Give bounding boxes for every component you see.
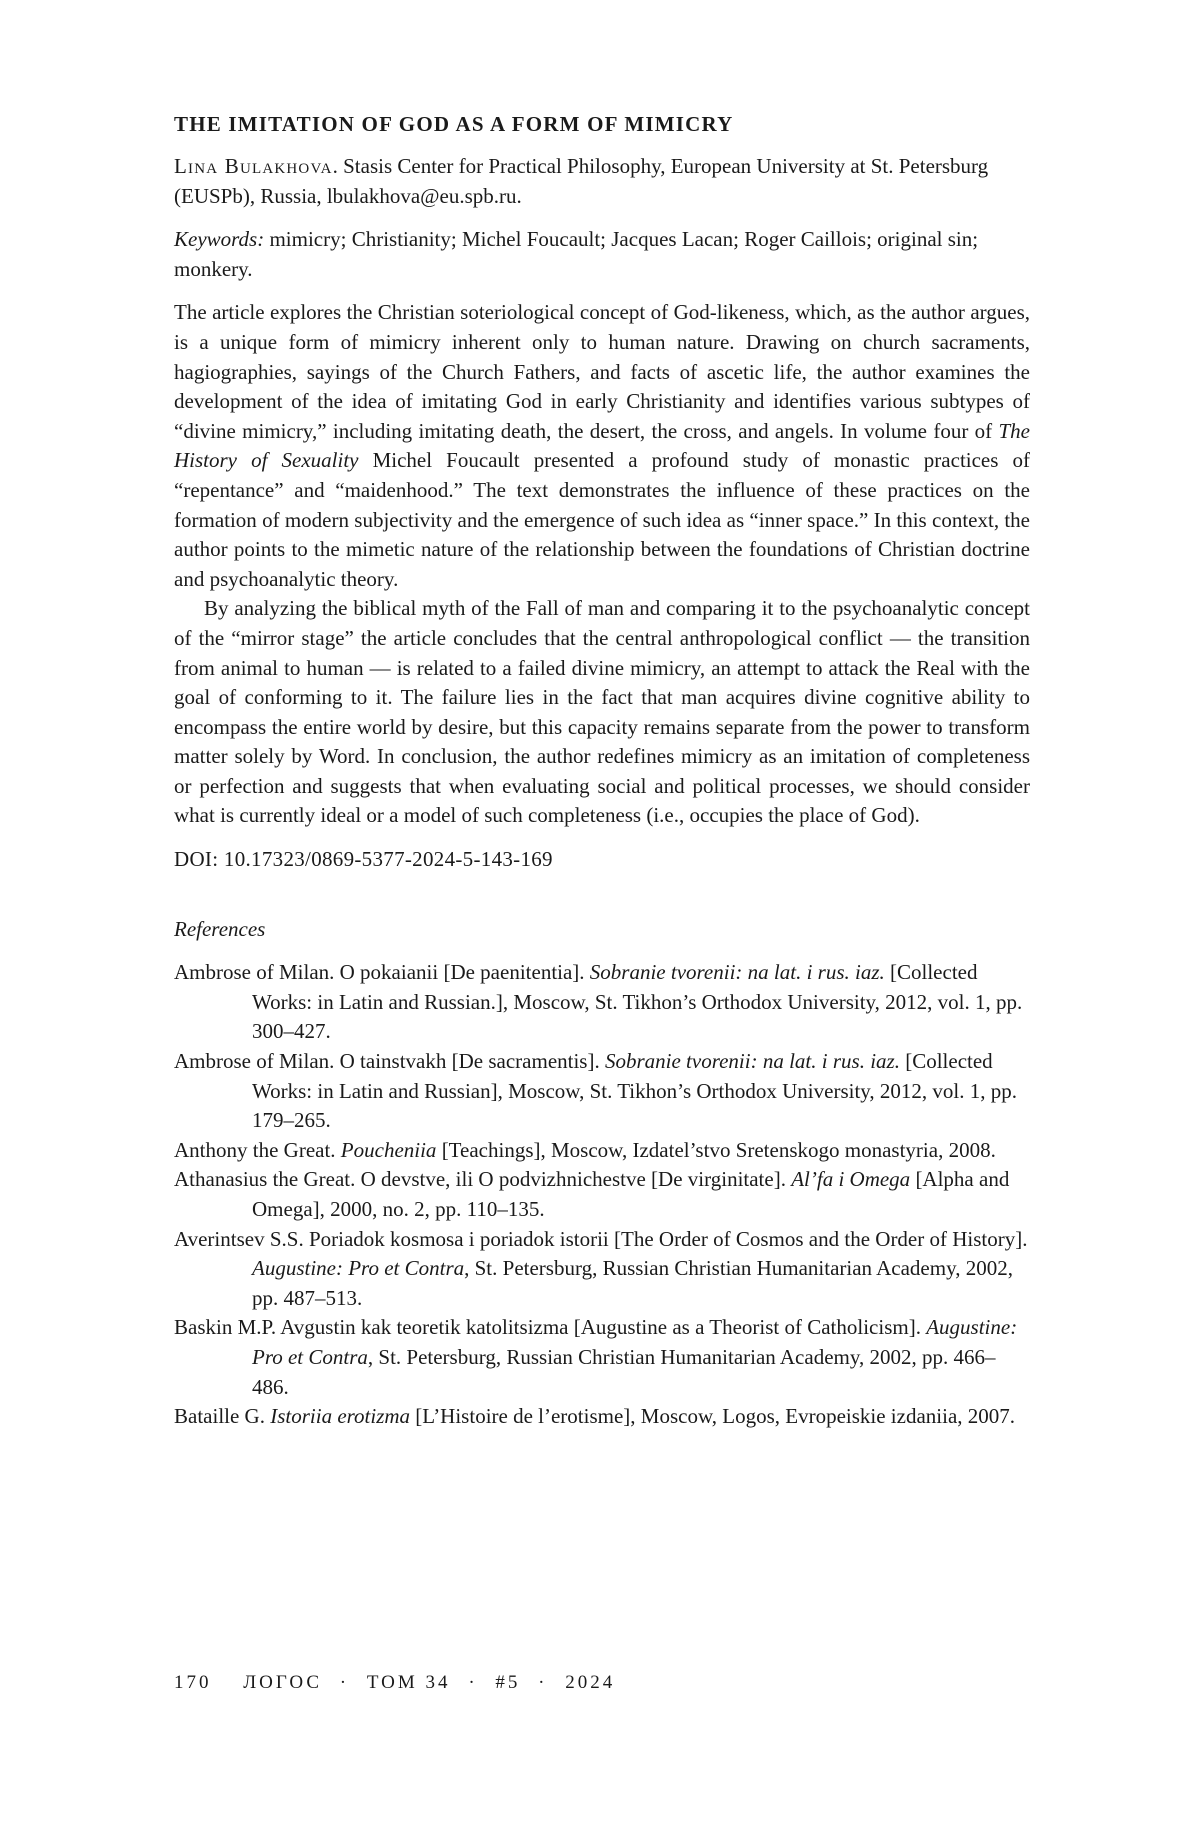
page-number: 170 (174, 1672, 212, 1693)
reference-text: Athanasius the Great. O devstve, ili O podvizhnichestve [De virginitate]. (174, 1167, 792, 1192)
reference-details: , St. Petersburg, Russian Christian Humanitarian Academy, 2002, pp. 487–513. (252, 1256, 1013, 1310)
journal-name: ЛОГОС (243, 1672, 322, 1693)
reference-item (174, 1047, 1030, 1136)
abstract-p1-italic: The History of Sexuality (174, 418, 1030, 473)
references-list (174, 958, 1030, 1432)
author-name: Lina Bulakhova (174, 154, 333, 178)
reference-item (174, 1402, 1030, 1432)
page-footer (174, 1672, 615, 1694)
reference-italic-title: Augustine: Pro et Contra (252, 1315, 1018, 1369)
reference-item (174, 1313, 1030, 1402)
journal-issue: #5 (495, 1672, 521, 1693)
reference-text: Ambrose of Milan. O tainstvakh [De sacramentis]. (174, 1049, 605, 1074)
reference-details: [Alpha and Omega], 2000, no. 2, pp. 110–135. (252, 1167, 1010, 1221)
keywords-text: mimicry; Christianity; Michel Foucault; Jacques Lacan; Roger Caillois; original sin; monkery. (174, 227, 979, 281)
reference-text: Ambrose of Milan. O pokaianii [De paenitentia]. (174, 960, 590, 985)
reference-italic-title: Al’fa i Omega (791, 1167, 911, 1192)
article-title: THE IMITATION OF GOD AS A FORM OF MIMICRY (174, 112, 734, 136)
footer-separator: · (468, 1672, 478, 1693)
keywords-label: Keywords: (174, 227, 265, 252)
abstract (174, 298, 1030, 831)
reference-text: Bataille G. (174, 1404, 271, 1429)
reference-item (174, 1225, 1030, 1314)
keywords (174, 225, 1030, 284)
reference-details: [Teachings], Moscow, Izdatel’stvo Sretenskogo monastyria, 2008. (436, 1137, 996, 1162)
footer-separator: · (339, 1672, 350, 1693)
journal-volume: ТОМ 34 (366, 1672, 451, 1693)
reference-details: [L’Histoire de l’erotisme], Moscow, Logos, Evropeiskie izdaniia, 2007. (410, 1404, 1016, 1429)
reference-details: [Collected Works: in Latin and Russian.], Moscow, St. Tikhon’s Orthodox University, 2012, vol. 1, pp. 300–427. (252, 960, 1023, 1044)
reference-text: Baskin M.P. Avgustin kak teoretik katolitsizma [Augustine as a Theorist of Catholicism]. (174, 1315, 927, 1340)
article-page (174, 110, 1030, 1432)
reference-italic-title: Sobranie tvorenii: na lat. i rus. iaz. (589, 960, 885, 985)
reference-italic-title: Sobranie tvorenii: na lat. i rus. iaz. (604, 1049, 900, 1074)
journal-year: 2024 (565, 1672, 616, 1693)
reference-text: Anthony the Great. (174, 1137, 341, 1162)
abstract-p1-part2: Michel Foucault presented a profound study of monastic practices of “repentance” and “maidenhood.” The text demonstrates the influence of these practices on the formation of modern subjectivity and the emergence of such idea as “inner space.” In this context, the author points to the mimetic nature of the relationship between the foundations of Christian doctrine and psychoanalytic theory. (174, 448, 1031, 591)
reference-italic-title: Istoriia erotizma (270, 1404, 411, 1429)
abstract-paragraph-2: By analyzing the biblical myth of the Fall of man and comparing it to the psychoanalytic concept of the “mirror stage” the article concludes that the central anthropological conflict — the transition from animal to human — is related to a failed divine mimicry, an attempt to attack the Real with the goal of conforming to it. The failure lies in the fact that man acquires divine cognitive ability to encompass the entire world by desire, but this capacity remains separate from the power to transform matter solely by Word. In conclusion, the author redefines mimicry as an imitation of completeness or perfection and suggests that when evaluating social and political processes, we should consider what is currently ideal or a model of such completeness (i.e., occupies the place of God). (174, 596, 1030, 828)
author-line (174, 152, 1030, 211)
reference-item (174, 1165, 1030, 1224)
reference-item (174, 1136, 1030, 1166)
abstract-p1-part1: The article explores the Christian soteriological concept of God-likeness, which, as the author argues, is a unique form of mimicry inherent only to human nature. Drawing on church sacraments, hagiographies, sayings of the Church Fathers, and facts of ascetic life, the author examines the development of the idea of imitating God in early Christianity and identifies various subtypes of “divine mimicry,” including imitating death, the desert, the cross, and angels. In volume four of (174, 300, 1030, 443)
author-affiliation: . Stasis Center for Practical Philosophy, European University at St. Petersburg (EUSPb), Russia, lbulakhova@eu.spb.ru. (174, 154, 989, 208)
reference-text: Averintsev S.S. Poriadok kosmosa i poriadok istorii [The Order of Cosmos and the Order of History]. (174, 1226, 1028, 1251)
reference-italic-title: Augustine: Pro et Contra (252, 1256, 465, 1281)
footer-separator: · (538, 1672, 548, 1693)
abstract-paragraph-1 (174, 298, 1030, 594)
reference-details: , St. Petersburg, Russian Christian Humanitarian Academy, 2002, pp. 466–486. (252, 1344, 996, 1399)
references-heading: References (174, 916, 266, 941)
reference-italic-title: Poucheniia (340, 1137, 437, 1162)
reference-item (174, 958, 1030, 1047)
reference-details: [Collected Works: in Latin and Russian], Moscow, St. Tikhon’s Orthodox University, 2012, vol. 1, pp. 179–265. (252, 1049, 1018, 1133)
doi: DOI: 10.17323/0869-5377-2024-5-143-169 (174, 847, 553, 872)
